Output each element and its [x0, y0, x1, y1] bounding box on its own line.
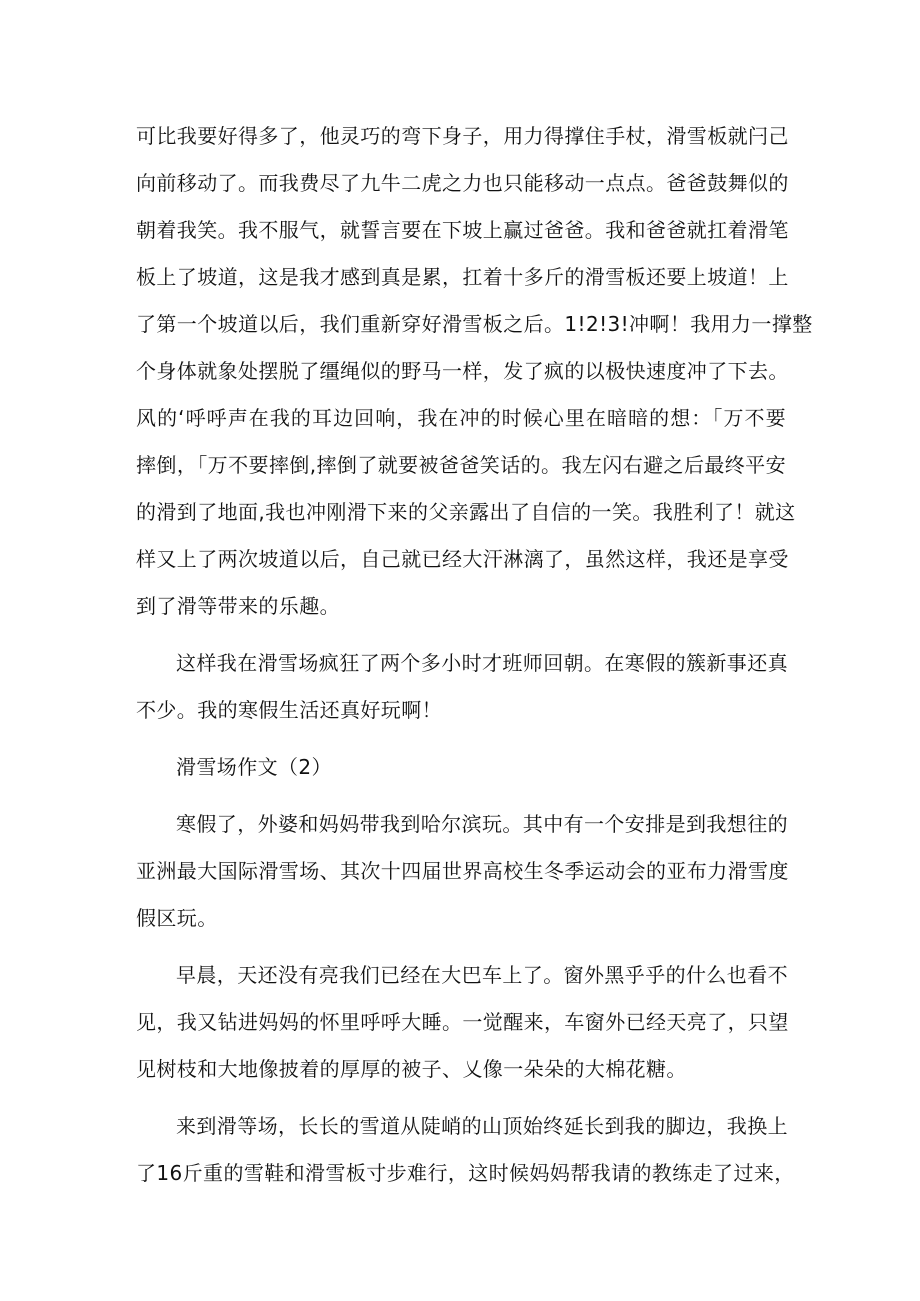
- text-line: 不少。我的寒假生活还真好玩啊！: [136, 698, 442, 722]
- text-line: 样又上了两次坡道以后，自己就已经大汗淋漓了，虽然这样，我还是享受: [136, 547, 789, 571]
- text-line: 向前移动了。而我费尽了九牛二虎之力也只能移动一点点。爸爸鼓舞似的: [136, 171, 789, 195]
- section-heading: [136, 744, 786, 791]
- paragraph-gap: [136, 734, 786, 744]
- paragraph: [136, 801, 789, 942]
- text-line: 摔倒，「万不要摔倒,摔倒了就要被爸爸笑话的。我左闪右避之后最终平安: [136, 453, 786, 477]
- text-line: 了第一个坡道以后，我们重新穿好滑雪板之后。1!2!3!冲啊！我用力一撑整: [136, 312, 813, 336]
- text-line: 个身体就象处摆脱了缰绳似的野马一样，发了疯的以极快速度冲了下去。: [136, 359, 789, 383]
- text-line: 到了滑等带来的乐趣。: [136, 594, 340, 618]
- text-line: 朝着我笑。我不服气，就誓言要在下坡上赢过爸爸。我和爸爸就扛着滑笔: [136, 218, 789, 242]
- text-line: 亚洲最大国际滑雪场、其次十四届世界高校生冬季运动会的亚布力滑雪度: [136, 859, 789, 883]
- text-line: 的滑到了地面,我也冲刚滑下来的父亲露出了自信的一笑。我胜利了！就这: [136, 500, 796, 524]
- paragraph: [136, 113, 813, 630]
- text-line: 可比我要好得多了，他灵巧的弯下身子，用力得撑住手杖，滑雪板就闩己: [136, 124, 789, 148]
- text-line: 来到滑等场，长长的雪道从陡峭的山顶始终延长到我的脚边，我换上: [176, 1114, 788, 1138]
- text-line: 板上了坡道，这是我才感到真是累，扛着十多斤的滑雪板还要上坡道！上: [136, 265, 789, 289]
- paragraph-gap: [136, 1093, 786, 1103]
- paragraph-gap: [136, 630, 786, 640]
- text-line: 这样我在滑雪场疯狂了两个多小时才班师回朝。在寒假的簇新事还真: [176, 651, 788, 675]
- text-line: 见树枝和大地像披着的厚厚的被子、乂像一朵朵的大棉花糖。: [136, 1057, 687, 1081]
- text-line: 假区玩。: [136, 906, 218, 930]
- paragraph: [136, 952, 789, 1093]
- text-line: 早晨，天还没有亮我们已经在大巴车上了。窗外黑乎乎的什么也看不: [176, 963, 788, 987]
- paragraph: [136, 640, 786, 734]
- paragraph: [136, 1103, 795, 1197]
- text-line: 寒假了，外婆和妈妈带我到哈尔滨玩。其中有一个安排是到我想往的: [176, 812, 788, 836]
- text-line: 见，我又钻进妈妈的怀里呼呼大睡。一觉醒来，车窗外已经天亮了，只望: [136, 1010, 789, 1034]
- paragraph-gap: [136, 791, 786, 801]
- text-line: 风的‘呼呼声在我的耳边回响，我在冲的时候心里在暗暗的想：「万不要: [136, 406, 786, 430]
- essay-body: [136, 113, 813, 1197]
- text-line: 滑雪场作文（2）: [176, 755, 332, 779]
- text-line: 了16斤重的雪鞋和滑雪板寸步难行，这时候妈妈帮我请的教练走了过来，: [136, 1161, 795, 1185]
- paragraph-gap: [136, 942, 786, 952]
